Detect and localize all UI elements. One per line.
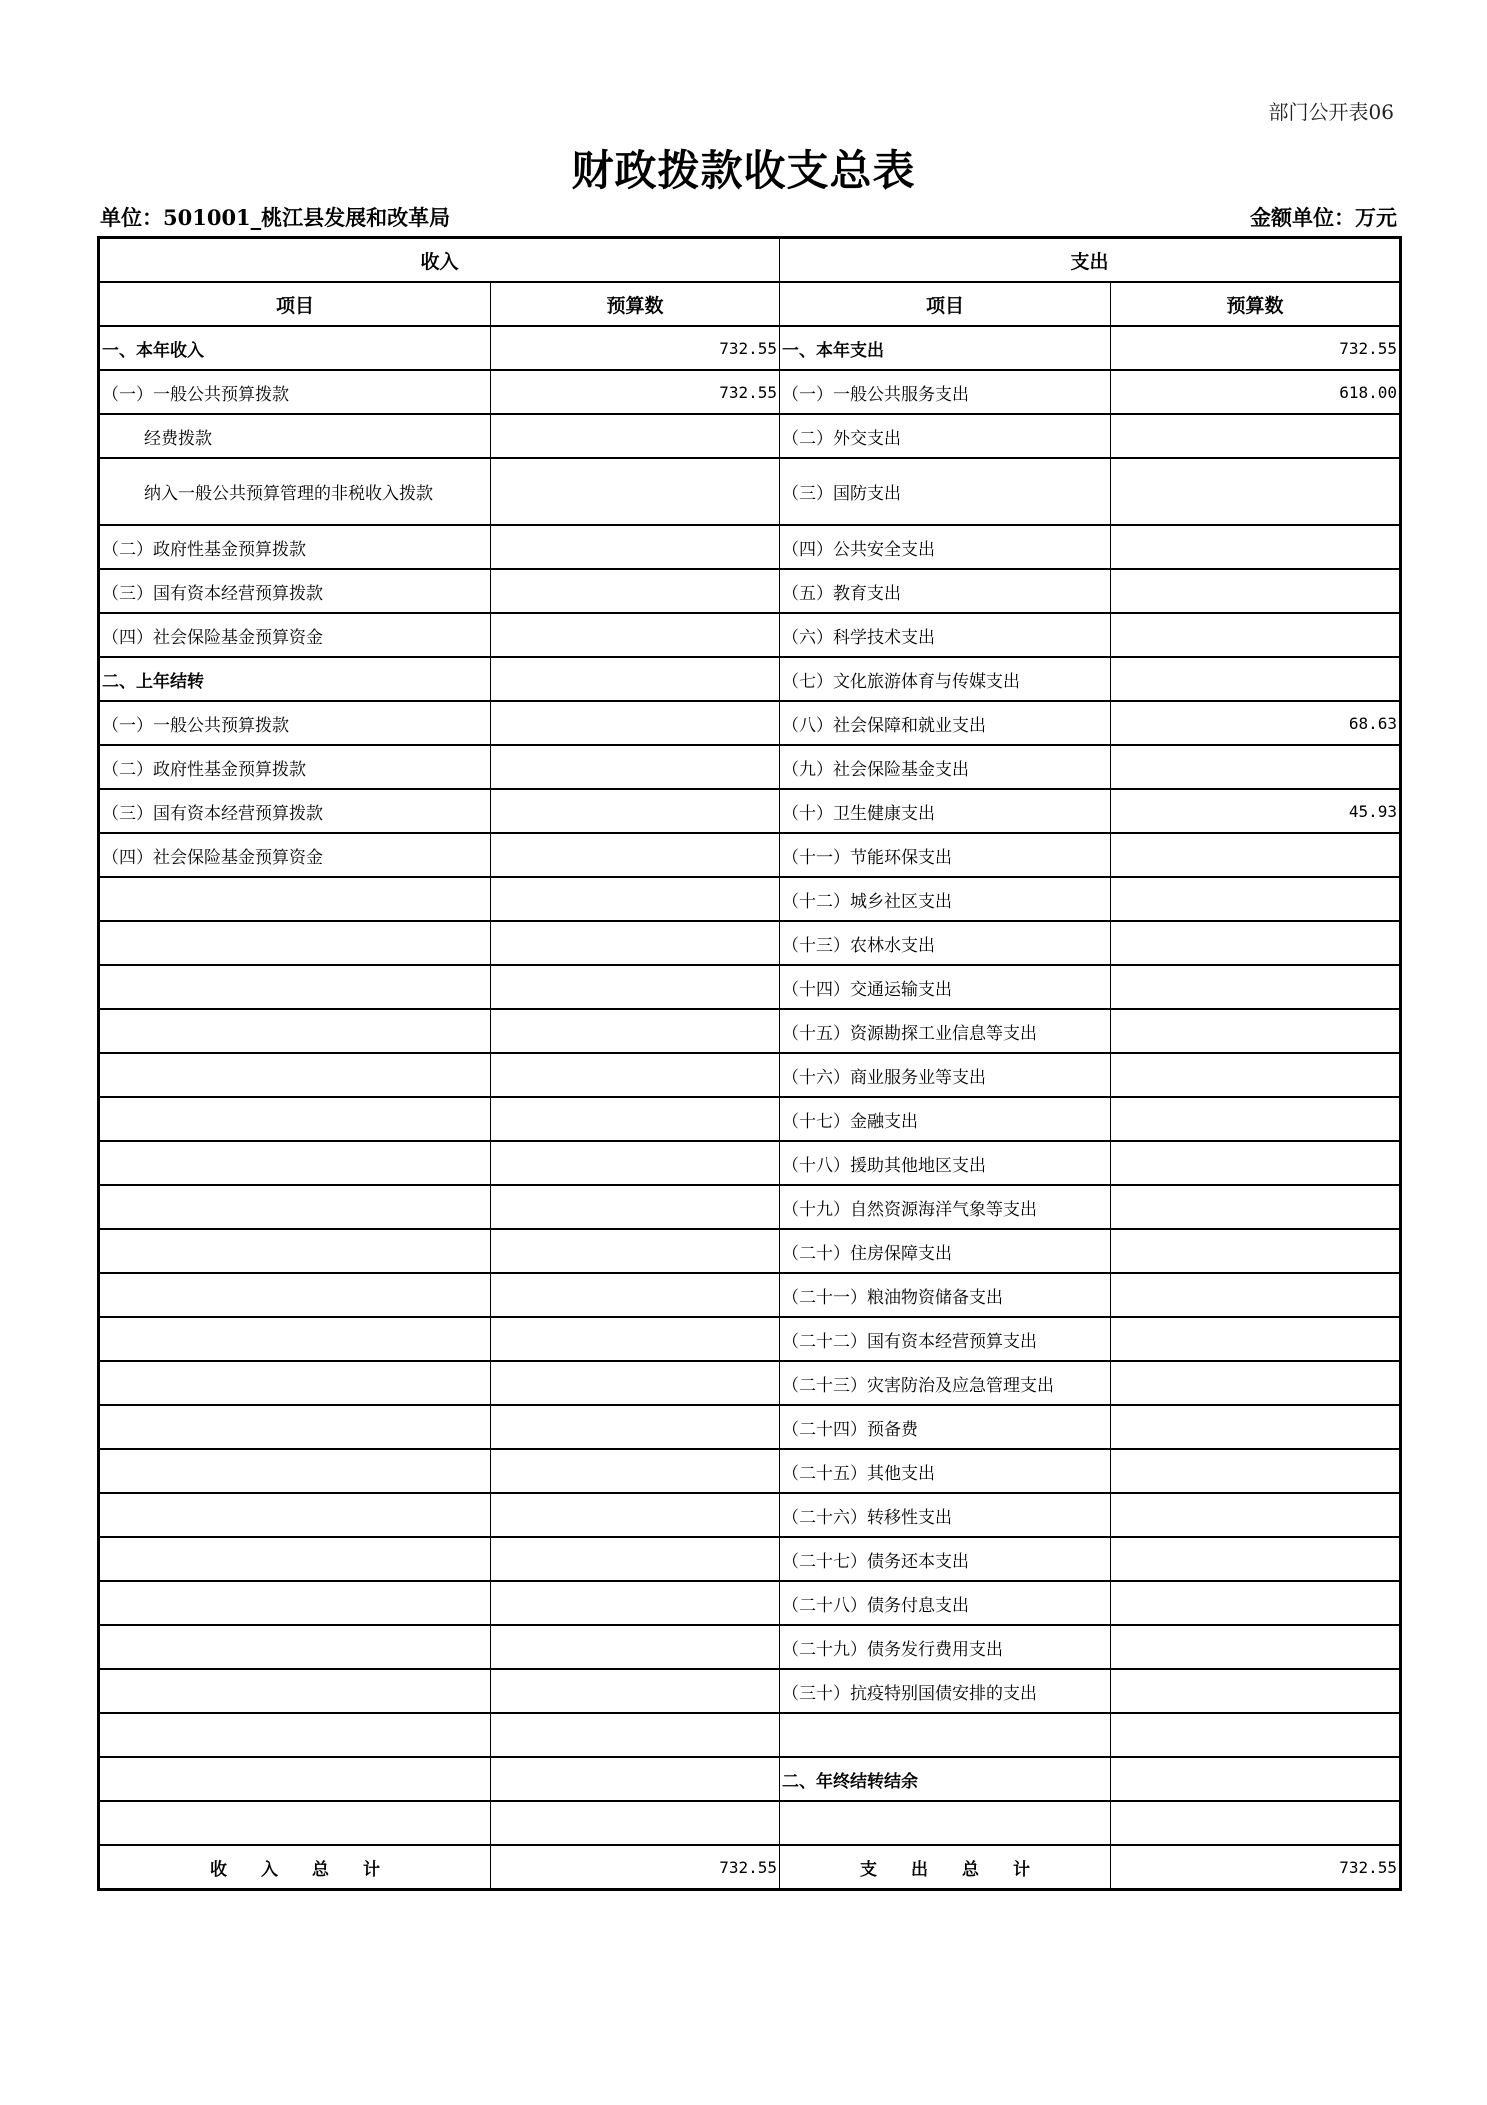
- income-item-cell: （二）政府性基金预算拨款: [99, 745, 491, 789]
- totals-row: [99, 1845, 1401, 1890]
- table-row: [99, 1493, 1401, 1537]
- income-budget-cell: [491, 1713, 780, 1757]
- income-item-cell: 一、本年收入: [99, 326, 491, 370]
- page-title: 财政拨款收支总表: [571, 146, 916, 195]
- income-item-cell: 纳入一般公共预算管理的非税收入拨款: [99, 458, 491, 525]
- expense-item-cell: （十八）援助其他地区支出: [780, 1141, 1111, 1185]
- expense-budget-cell: [1111, 921, 1401, 965]
- income-item-cell: （四）社会保险基金预算资金: [99, 613, 491, 657]
- expense-item-cell: 一、本年支出: [780, 326, 1111, 370]
- income-budget-cell: [491, 525, 780, 569]
- income-budget-cell: [491, 921, 780, 965]
- expense-budget-cell: [1111, 877, 1401, 921]
- income-budget-cell: [491, 1493, 780, 1537]
- table-row: [99, 1361, 1401, 1405]
- table-row: [99, 1669, 1401, 1713]
- table-row: [99, 701, 1401, 745]
- income-item-cell: 经费拨款: [99, 414, 491, 458]
- expense-budget-cell: [1111, 1141, 1401, 1185]
- income-item-cell: [99, 1185, 491, 1229]
- expense-item-cell: 二、年终结转结余: [780, 1757, 1111, 1801]
- income-budget-cell: [491, 569, 780, 613]
- income-budget-cell: 732.55: [491, 370, 780, 414]
- expense-budget-cell: [1111, 613, 1401, 657]
- expense-budget-cell: [1111, 833, 1401, 877]
- income-item-cell: （一）一般公共预算拨款: [99, 370, 491, 414]
- table-row: [99, 1229, 1401, 1273]
- table-row: [99, 525, 1401, 569]
- income-budget-cell: [491, 1141, 780, 1185]
- expense-budget-cell: [1111, 1581, 1401, 1625]
- income-item-cell: [99, 1537, 491, 1581]
- income-budget-cell: [491, 1009, 780, 1053]
- expense-item-cell: （三十）抗疫特别国债安排的支出: [780, 1669, 1111, 1713]
- income-item-cell: 二、上年结转: [99, 657, 491, 701]
- expense-item-cell: （十）卫生健康支出: [780, 789, 1111, 833]
- expense-item-cell: （十二）城乡社区支出: [780, 877, 1111, 921]
- expense-item-cell: [780, 1801, 1111, 1845]
- income-total-label: 收 入 总 计: [99, 1845, 491, 1890]
- table-row: [99, 1801, 1401, 1845]
- expense-budget-header: 预算数: [1111, 282, 1401, 326]
- table-row: [99, 1185, 1401, 1229]
- table-row: [99, 789, 1401, 833]
- income-budget-cell: 732.55: [491, 326, 780, 370]
- expense-item-cell: （二十九）债务发行费用支出: [780, 1625, 1111, 1669]
- income-item-cell: [99, 921, 491, 965]
- expense-item-cell: （二十六）转移性支出: [780, 1493, 1111, 1537]
- income-item-cell: [99, 877, 491, 921]
- expense-budget-cell: [1111, 657, 1401, 701]
- table-row: [99, 326, 1401, 370]
- table-row: [99, 414, 1401, 458]
- expense-budget-cell: [1111, 1493, 1401, 1537]
- expense-item-cell: （五）教育支出: [780, 569, 1111, 613]
- income-budget-cell: [491, 1669, 780, 1713]
- expense-item-cell: （一）一般公共服务支出: [780, 370, 1111, 414]
- expense-budget-cell: 732.55: [1111, 326, 1401, 370]
- expense-budget-cell: [1111, 1273, 1401, 1317]
- expense-budget-cell: [1111, 1669, 1401, 1713]
- expense-budget-cell: [1111, 745, 1401, 789]
- table-row: [99, 1009, 1401, 1053]
- expense-item-cell: （二十七）债务还本支出: [780, 1537, 1111, 1581]
- table-row: [99, 1405, 1401, 1449]
- table-row: [99, 745, 1401, 789]
- income-item-cell: [99, 1009, 491, 1053]
- expense-item-cell: （二十一）粮油物资储备支出: [780, 1273, 1111, 1317]
- income-budget-cell: [491, 833, 780, 877]
- expense-budget-cell: [1111, 1053, 1401, 1097]
- table-row: [99, 877, 1401, 921]
- income-budget-cell: [491, 1053, 780, 1097]
- table-row: [99, 1757, 1401, 1801]
- expense-item-cell: （四）公共安全支出: [780, 525, 1111, 569]
- income-item-cell: [99, 1449, 491, 1493]
- income-item-cell: （二）政府性基金预算拨款: [99, 525, 491, 569]
- income-budget-cell: [491, 789, 780, 833]
- income-budget-cell: [491, 1405, 780, 1449]
- income-budget-cell: [491, 1449, 780, 1493]
- table-row: [99, 458, 1401, 525]
- expense-budget-cell: [1111, 1449, 1401, 1493]
- expense-budget-cell: [1111, 1229, 1401, 1273]
- expense-item-cell: （二十三）灾害防治及应急管理支出: [780, 1361, 1111, 1405]
- income-budget-cell: [491, 1537, 780, 1581]
- table-row: [99, 569, 1401, 613]
- income-item-header: 项目: [99, 282, 491, 326]
- header-row-sections: [99, 238, 1401, 283]
- expense-budget-cell: [1111, 1317, 1401, 1361]
- income-item-cell: （三）国有资本经营预算拨款: [99, 789, 491, 833]
- expense-budget-cell: 68.63: [1111, 701, 1401, 745]
- expense-item-cell: （二十八）债务付息支出: [780, 1581, 1111, 1625]
- income-budget-cell: [491, 877, 780, 921]
- income-item-cell: [99, 1317, 491, 1361]
- expense-item-cell: （十六）商业服务业等支出: [780, 1053, 1111, 1097]
- expense-budget-cell: [1111, 1625, 1401, 1669]
- unit-label: 单位：501001_桃江县发展和改革局: [100, 205, 451, 230]
- table-row: [99, 1537, 1401, 1581]
- expense-item-cell: （三）国防支出: [780, 458, 1111, 525]
- income-budget-cell: [491, 458, 780, 525]
- expense-item-cell: （十一）节能环保支出: [780, 833, 1111, 877]
- income-item-cell: （一）一般公共预算拨款: [99, 701, 491, 745]
- expense-item-cell: （十五）资源勘探工业信息等支出: [780, 1009, 1111, 1053]
- income-item-cell: （四）社会保险基金预算资金: [99, 833, 491, 877]
- expense-item-cell: [780, 1713, 1111, 1757]
- table-row: [99, 921, 1401, 965]
- expense-item-cell: （二）外交支出: [780, 414, 1111, 458]
- expense-budget-cell: [1111, 1361, 1401, 1405]
- expense-budget-cell: [1111, 1801, 1401, 1845]
- income-item-cell: [99, 1273, 491, 1317]
- income-header: 收入: [99, 238, 780, 283]
- expense-budget-cell: [1111, 965, 1401, 1009]
- income-budget-cell: [491, 613, 780, 657]
- income-budget-cell: [491, 1801, 780, 1845]
- table-row: [99, 965, 1401, 1009]
- table-row: [99, 1141, 1401, 1185]
- expense-header: 支出: [780, 238, 1401, 283]
- budget-table: [97, 236, 1402, 1891]
- income-budget-cell: [491, 657, 780, 701]
- expense-item-cell: （六）科学技术支出: [780, 613, 1111, 657]
- income-item-cell: [99, 1053, 491, 1097]
- expense-budget-cell: [1111, 1185, 1401, 1229]
- income-item-cell: [99, 1493, 491, 1537]
- income-budget-header: 预算数: [491, 282, 780, 326]
- income-budget-cell: [491, 1317, 780, 1361]
- expense-budget-cell: [1111, 1757, 1401, 1801]
- income-budget-cell: [491, 1581, 780, 1625]
- income-item-cell: [99, 1801, 491, 1845]
- header-row-columns: [99, 282, 1401, 326]
- expense-total-label: 支 出 总 计: [780, 1845, 1111, 1890]
- expense-item-cell: （十七）金融支出: [780, 1097, 1111, 1141]
- expense-budget-cell: [1111, 569, 1401, 613]
- table-row: [99, 370, 1401, 414]
- income-budget-cell: [491, 1757, 780, 1801]
- income-budget-cell: [491, 1361, 780, 1405]
- expense-item-cell: （七）文化旅游体育与传媒支出: [780, 657, 1111, 701]
- table-row: [99, 1449, 1401, 1493]
- income-budget-cell: [491, 701, 780, 745]
- income-item-cell: [99, 1581, 491, 1625]
- income-item-cell: [99, 1229, 491, 1273]
- expense-item-cell: （二十二）国有资本经营预算支出: [780, 1317, 1111, 1361]
- income-item-cell: [99, 965, 491, 1009]
- form-code: 部门公开表06: [1268, 100, 1394, 124]
- income-item-cell: （三）国有资本经营预算拨款: [99, 569, 491, 613]
- expense-budget-cell: [1111, 1537, 1401, 1581]
- income-budget-cell: [491, 965, 780, 1009]
- income-item-cell: [99, 1405, 491, 1449]
- table-row: [99, 1053, 1401, 1097]
- expense-budget-cell: [1111, 458, 1401, 525]
- income-budget-cell: [491, 1229, 780, 1273]
- expense-budget-cell: [1111, 414, 1401, 458]
- expense-item-cell: （九）社会保险基金支出: [780, 745, 1111, 789]
- table-row: [99, 1581, 1401, 1625]
- table-row: [99, 1097, 1401, 1141]
- income-total-value: 732.55: [491, 1845, 780, 1890]
- income-item-cell: [99, 1625, 491, 1669]
- income-budget-cell: [491, 1273, 780, 1317]
- income-budget-cell: [491, 745, 780, 789]
- income-item-cell: [99, 1713, 491, 1757]
- income-budget-cell: [491, 1625, 780, 1669]
- table-row: [99, 657, 1401, 701]
- money-unit-label: 金额单位：万元: [1250, 205, 1397, 230]
- income-item-cell: [99, 1757, 491, 1801]
- income-budget-cell: [491, 1097, 780, 1141]
- table-row: [99, 1317, 1401, 1361]
- table-row: [99, 833, 1401, 877]
- expense-budget-cell: [1111, 525, 1401, 569]
- income-budget-cell: [491, 1185, 780, 1229]
- expense-budget-cell: 45.93: [1111, 789, 1401, 833]
- income-item-cell: [99, 1669, 491, 1713]
- expense-budget-cell: [1111, 1009, 1401, 1053]
- expense-item-cell: （十九）自然资源海洋气象等支出: [780, 1185, 1111, 1229]
- income-item-cell: [99, 1141, 491, 1185]
- expense-item-cell: （十四）交通运输支出: [780, 965, 1111, 1009]
- expense-budget-cell: [1111, 1405, 1401, 1449]
- expense-item-cell: （二十）住房保障支出: [780, 1229, 1111, 1273]
- expense-item-cell: （二十四）预备费: [780, 1405, 1111, 1449]
- expense-item-header: 项目: [780, 282, 1111, 326]
- income-item-cell: [99, 1097, 491, 1141]
- expense-budget-cell: 618.00: [1111, 370, 1401, 414]
- expense-budget-cell: [1111, 1097, 1401, 1141]
- expense-total-value: 732.55: [1111, 1845, 1401, 1890]
- table-row: [99, 1273, 1401, 1317]
- expense-item-cell: （十三）农林水支出: [780, 921, 1111, 965]
- table-row: [99, 1625, 1401, 1669]
- income-budget-cell: [491, 414, 780, 458]
- table-row: [99, 1713, 1401, 1757]
- income-item-cell: [99, 1361, 491, 1405]
- expense-item-cell: （八）社会保障和就业支出: [780, 701, 1111, 745]
- expense-item-cell: （二十五）其他支出: [780, 1449, 1111, 1493]
- table-row: [99, 613, 1401, 657]
- expense-budget-cell: [1111, 1713, 1401, 1757]
